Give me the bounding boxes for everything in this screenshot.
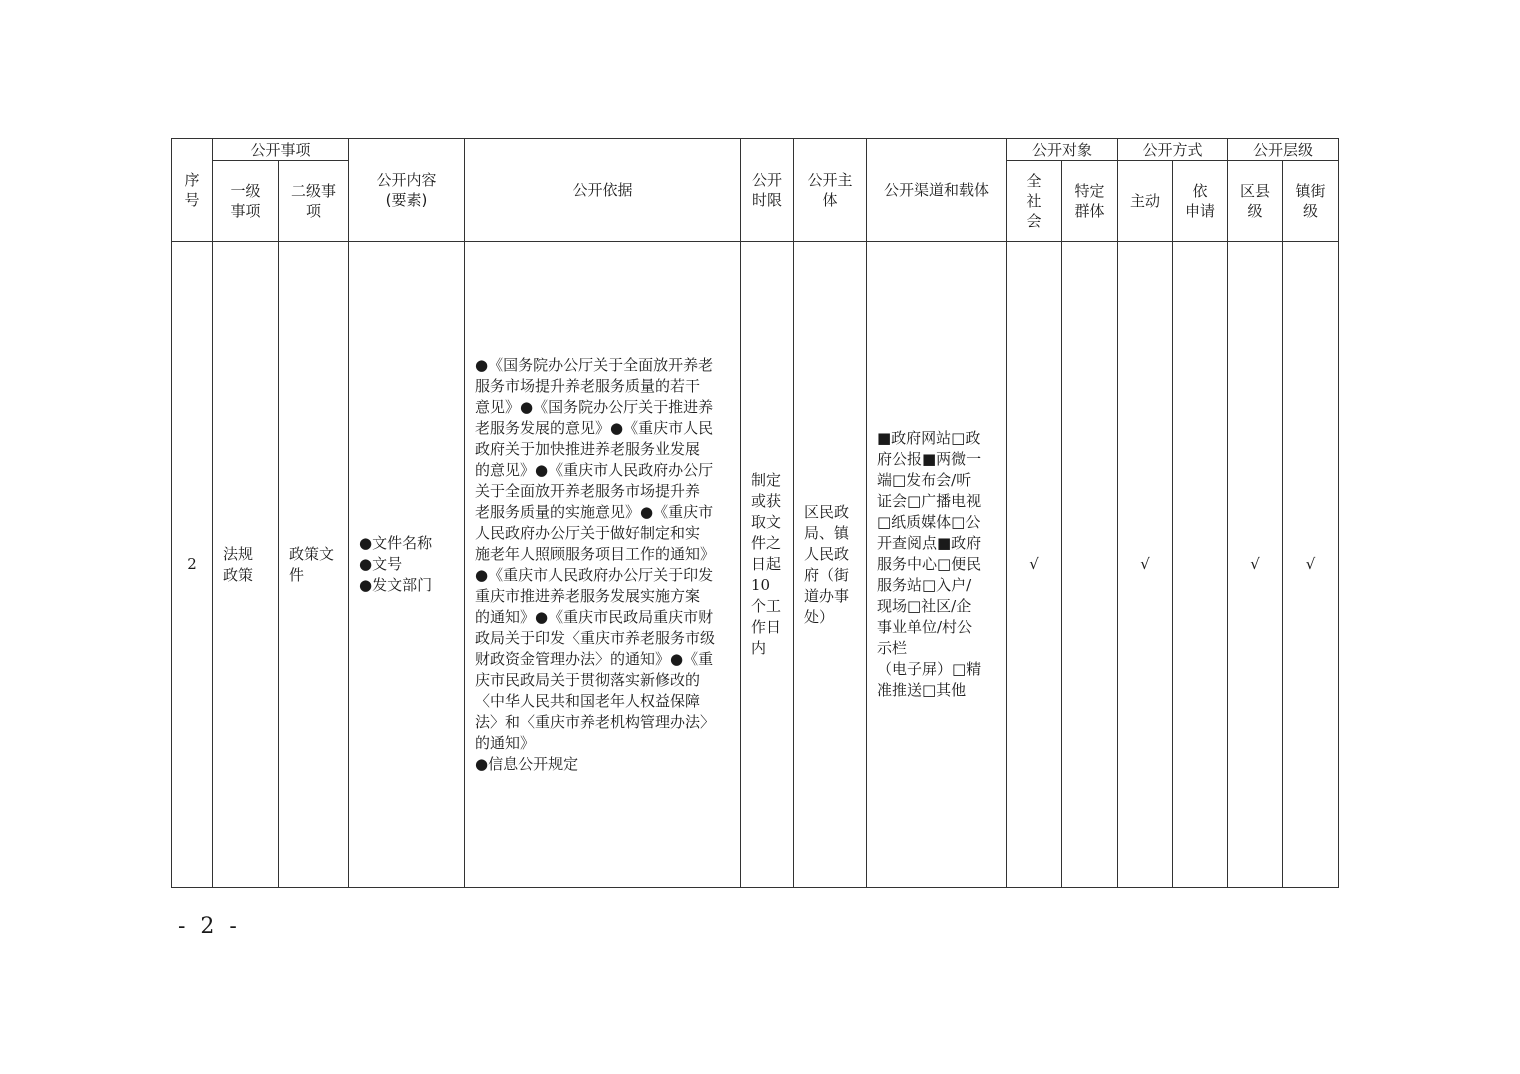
- header-level1: 一级 事项: [213, 161, 279, 242]
- cell-line: 法规: [223, 544, 254, 563]
- cell-line: 作日: [751, 618, 782, 636]
- cell-line: 区民政: [804, 502, 850, 521]
- cell-line: 施老年人照顾服务项目工作的通知》: [475, 544, 716, 563]
- header-town: 镇街 级: [1283, 161, 1339, 242]
- header-level-group: 公开层级: [1228, 139, 1339, 161]
- cell-line: 政府关于加快推进养老服务业发展: [475, 439, 701, 458]
- cell-line: 关于全面放开养老服务市场提升养: [475, 481, 701, 500]
- cell-line: 人民政府办公厅关于做好制定和实: [475, 523, 701, 542]
- cell-district: √: [1228, 242, 1283, 888]
- cell-line: 开查阅点■政府: [877, 534, 982, 552]
- cell-line: 道办事: [804, 586, 850, 605]
- cell-line: 府（街: [804, 565, 850, 584]
- cell-line: 的通知》●《重庆市民政局重庆市财: [475, 607, 714, 626]
- header-on-request: 依 申请: [1173, 161, 1228, 242]
- cell-line: 事业单位/村公: [877, 618, 973, 636]
- cell-line: 的意见》●《重庆市人民政府办公厅: [475, 460, 714, 479]
- cell-line: 政局关于印发〈重庆市养老服务市级: [475, 628, 716, 647]
- cell-level1: [213, 242, 279, 888]
- cell-line: （电子屏）□精: [877, 660, 982, 678]
- disclosure-table: [171, 138, 1339, 888]
- cell-line: 服务中心□便民: [877, 555, 982, 573]
- cell-line: 服务市场提升养老服务质量的若干: [475, 376, 701, 395]
- cell-line: 个工: [751, 597, 782, 615]
- cell-subject: [794, 242, 867, 888]
- page-number: - 2 -: [178, 914, 241, 939]
- cell-time-limit: [741, 242, 794, 888]
- cell-line: 证会□广播电视: [877, 492, 982, 510]
- cell-line: ●发文部门: [359, 576, 433, 594]
- cell-line: 准推送□其他: [877, 681, 967, 699]
- header-level2: 二级事 项: [279, 161, 349, 242]
- cell-line: 或获: [751, 492, 782, 510]
- cell-line: 法〉和〈重庆市养老机构管理办法〉: [475, 712, 716, 731]
- header-whole-society: 全 社 会: [1007, 161, 1062, 242]
- cell-channel: [867, 242, 1007, 888]
- cell-line: 制定: [751, 471, 782, 489]
- cell-whole-society: √: [1007, 242, 1062, 888]
- cell-line: 政策文: [289, 544, 335, 563]
- cell-line: 政策: [223, 565, 254, 584]
- cell-on-request: [1173, 242, 1228, 888]
- cell-line: ●《重庆市人民政府办公厅关于印发: [475, 565, 714, 584]
- header-channel: 公开渠道和载体: [867, 139, 1007, 242]
- header-active: 主动: [1118, 161, 1173, 242]
- header-subject: 公开主 体: [794, 139, 867, 242]
- cell-line: 现场□社区/企: [877, 597, 972, 615]
- cell-line: 财政资金管理办法〉的通知》●《重: [475, 649, 714, 668]
- cell-line: □纸质媒体□公: [877, 513, 981, 531]
- cell-line: 〈中华人民共和国老年人权益保障: [475, 691, 701, 710]
- cell-level2: [279, 242, 349, 888]
- cell-line: 老服务质量的实施意见》●《重庆市: [475, 502, 714, 521]
- cell-line: 日起: [751, 555, 782, 573]
- header-object-group: 公开对象: [1007, 139, 1118, 161]
- cell-line: 示栏: [877, 639, 908, 657]
- header-method-group: 公开方式: [1118, 139, 1228, 161]
- cell-line: ●文号: [359, 555, 403, 573]
- header-basis: 公开依据: [465, 139, 741, 242]
- cell-line: 意见》●《国务院办公厅关于推进养: [475, 397, 714, 416]
- cell-line: 内: [751, 639, 767, 657]
- cell-line: ■政府网站□政: [877, 429, 981, 447]
- cell-serial: 2: [172, 242, 213, 888]
- cell-line: 端□发布会/听: [877, 471, 972, 489]
- cell-line: 局、镇: [804, 523, 850, 542]
- header-content: 公开内容 (要素): [349, 139, 465, 242]
- cell-town: √: [1283, 242, 1339, 888]
- cell-line: 处）: [804, 607, 835, 626]
- cell-line: ●信息公开规定: [475, 754, 579, 773]
- cell-line: 的通知》: [475, 733, 536, 752]
- table-row: [172, 242, 1339, 888]
- cell-line: 庆市民政局关于贯彻落实新修改的: [475, 670, 701, 689]
- cell-line: 件之: [751, 534, 782, 552]
- cell-active: √: [1118, 242, 1173, 888]
- cell-line: 府公报■两微一: [877, 450, 982, 468]
- header-items-group: 公开事项: [213, 139, 349, 161]
- cell-basis: [465, 242, 741, 888]
- header-time-limit: 公开 时限: [741, 139, 794, 242]
- cell-line: 人民政: [804, 544, 850, 563]
- header-specific-group: 特定 群体: [1062, 161, 1118, 242]
- cell-line: 老服务发展的意见》●《重庆市人民: [475, 418, 714, 437]
- cell-line: 10: [751, 576, 771, 594]
- cell-line: 服务站□入户/: [877, 576, 972, 594]
- cell-line: ●《国务院办公厅关于全面放开养老: [475, 355, 714, 374]
- cell-line: 重庆市推进养老服务发展实施方案: [475, 586, 701, 605]
- header-serial: 序 号: [172, 139, 213, 242]
- cell-specific-group: [1062, 242, 1118, 888]
- cell-line: ●文件名称: [359, 534, 433, 552]
- cell-line: 件: [289, 565, 305, 584]
- cell-content: [349, 242, 465, 888]
- header-district: 区县 级: [1228, 161, 1283, 242]
- cell-line: 取文: [751, 513, 782, 531]
